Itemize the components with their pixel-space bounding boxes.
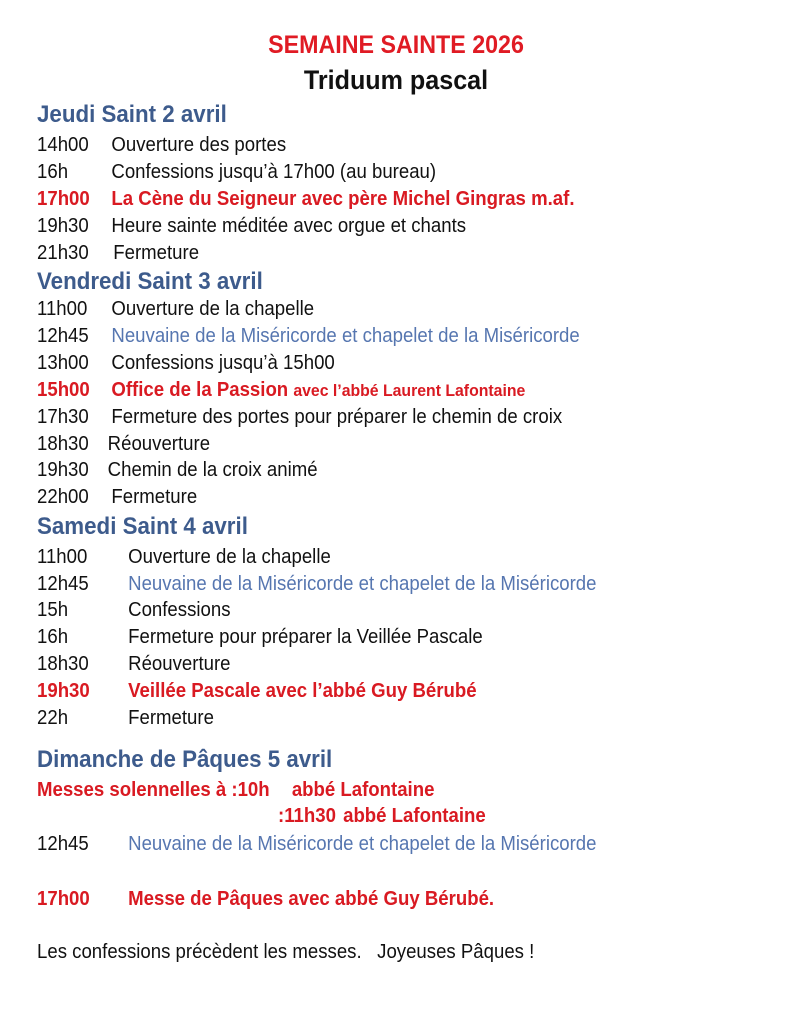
schedule-row [37, 241, 199, 265]
row-time: 22h00 [37, 486, 89, 508]
schedule-row [37, 133, 286, 157]
row-text: Fermeture pour préparer la Veillée Pascale [128, 626, 483, 648]
row-text: Neuvaine de la Miséricorde et chapelet de la Miséricorde [128, 573, 597, 595]
schedule-row [37, 832, 596, 856]
row-text: Réouverture [107, 433, 211, 455]
row-text: Fermeture [128, 707, 214, 729]
row-text: Fermeture [113, 242, 200, 264]
row-time: 12h45 [37, 573, 89, 595]
schedule-row [37, 160, 436, 184]
schedule-row [37, 405, 562, 429]
schedule-row-highlight [37, 679, 477, 703]
schedule-row-highlight [37, 187, 574, 211]
row-text: Réouverture [128, 653, 231, 675]
row-time: 16h [37, 626, 69, 648]
row-time: 17h00 [37, 888, 90, 910]
row-time: 16h [37, 161, 69, 183]
day-heading-vendredi: Vendredi Saint 3 avril [37, 268, 263, 295]
row-text: Office de la Passion [111, 379, 289, 401]
masses-row [37, 778, 434, 802]
masses-time: :11h30 [278, 805, 336, 827]
row-time: 11h00 [37, 546, 88, 568]
row-text-secondary: avec l’abbé Laurent Lafontaine [293, 381, 526, 400]
row-text: Ouverture de la chapelle [111, 298, 315, 320]
schedule-row-highlight [37, 887, 494, 911]
schedule-row [37, 432, 210, 456]
row-time: 15h [37, 599, 69, 621]
schedule-row [37, 706, 214, 730]
schedule-row [37, 324, 580, 348]
page-title: SEMAINE SAINTE 2026 [268, 31, 524, 59]
page-subtitle: Triduum pascal [303, 65, 489, 95]
schedule-row [37, 351, 335, 375]
schedule-row [37, 598, 230, 622]
row-text: Confessions jusqu’à 17h00 (au bureau) [111, 161, 437, 183]
row-text: Confessions [128, 599, 231, 621]
footer-note: Les confessions précèdent les messes. Joyeuses Pâques ! [37, 941, 535, 963]
row-time: 17h30 [37, 406, 89, 428]
row-time: 19h30 [37, 680, 90, 702]
schedule-row-highlight [37, 378, 525, 403]
masses-priest: abbé Lafontaine [291, 779, 435, 801]
row-time: 18h30 [37, 433, 89, 455]
row-time: 19h30 [37, 459, 89, 481]
row-text: Veillée Pascale avec l’abbé Guy Bérubé [128, 680, 477, 702]
row-time: 15h00 [37, 379, 90, 401]
schedule-row [37, 214, 466, 238]
row-text: Confessions jusqu’à 15h00 [111, 352, 335, 374]
row-text: Neuvaine de la Miséricorde et chapelet de la Miséricorde [128, 833, 597, 855]
row-time: 14h00 [37, 134, 89, 156]
row-time: 18h30 [37, 653, 89, 675]
row-time: 19h30 [37, 215, 89, 237]
schedule-row [37, 652, 230, 676]
row-text: La Cène du Seigneur avec père Michel Gingras m.af. [111, 188, 575, 210]
row-time: 17h00 [37, 188, 90, 210]
row-text: Messe de Pâques avec abbé Guy Bérubé. [128, 888, 495, 910]
row-time: 13h00 [37, 352, 89, 374]
schedule-row [37, 458, 318, 482]
schedule-row [37, 485, 197, 509]
row-text: Chemin de la croix animé [107, 459, 318, 481]
row-time: 21h30 [37, 242, 89, 264]
row-time: 22h [37, 707, 69, 729]
row-text: Neuvaine de la Miséricorde et chapelet de la Miséricorde [111, 325, 580, 347]
day-heading-samedi: Samedi Saint 4 avril [37, 513, 248, 540]
schedule-row [37, 545, 331, 569]
row-text: Ouverture des portes [111, 134, 287, 156]
day-heading-jeudi: Jeudi Saint 2 avril [37, 101, 227, 128]
row-text: Fermeture des portes pour préparer le chemin de croix [111, 406, 563, 428]
masses-label: Messes solennelles à :10h [37, 779, 270, 801]
schedule-row [37, 297, 314, 321]
row-text: Fermeture [111, 486, 198, 508]
row-text: Heure sainte méditée avec orgue et chants [111, 215, 467, 237]
day-heading-dimanche: Dimanche de Pâques 5 avril [37, 746, 333, 773]
row-text: Ouverture de la chapelle [128, 546, 331, 568]
row-time: 11h00 [37, 298, 88, 320]
schedule-row [37, 625, 483, 649]
schedule-row [37, 572, 596, 596]
row-time: 12h45 [37, 833, 89, 855]
row-time: 12h45 [37, 325, 89, 347]
masses-priest: abbé Lafontaine [343, 805, 486, 827]
masses-row [278, 804, 486, 828]
